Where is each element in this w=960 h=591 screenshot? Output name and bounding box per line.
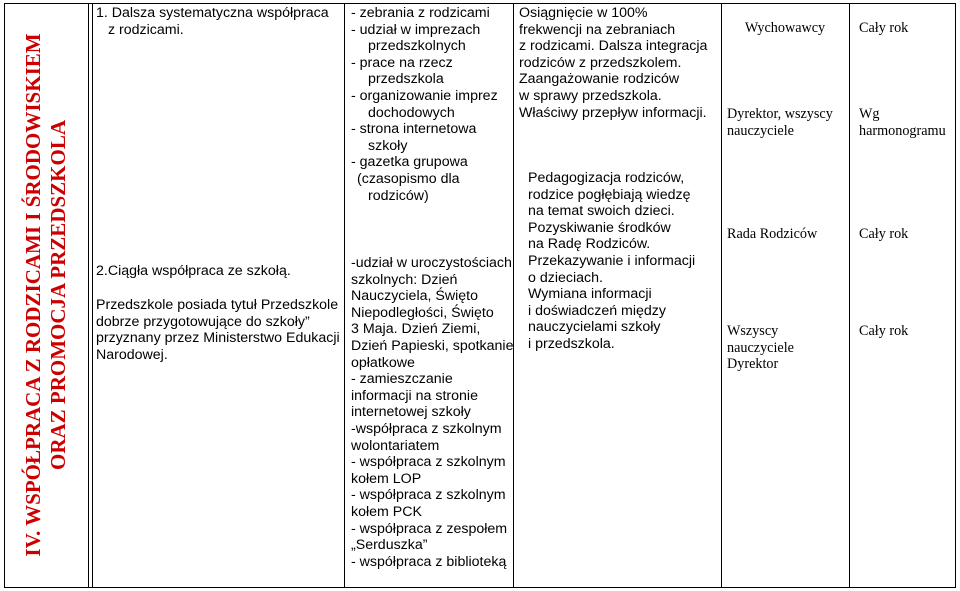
responsible-3 <box>727 226 817 243</box>
text-line: - prace na rzecz <box>351 54 453 71</box>
goals-block-2 <box>528 170 695 353</box>
text-line: Niepodległości, Święto <box>351 304 494 321</box>
text-line: rodzice pogłębiają wiedzę <box>528 186 691 203</box>
responsible-2 <box>727 106 833 139</box>
table-bottom-border <box>4 587 956 588</box>
text-line: Przekazywanie i informacji <box>528 252 696 269</box>
text-line: Nauczyciela, Święto <box>351 288 478 305</box>
text-line: Cały rok <box>859 323 909 339</box>
task-item-1 <box>96 5 329 38</box>
text-line: Przedszkole posiada tytuł Przedszkole <box>96 297 339 313</box>
text-line: (czasopismo dla <box>357 170 460 187</box>
text-line: Rada Rodziców <box>727 226 818 242</box>
text-line: Właściwy przepływ informacji. <box>519 104 707 121</box>
responsible-1 <box>727 20 843 37</box>
text-line: - zamieszczanie <box>351 371 453 388</box>
text-line: Narodowej. <box>96 346 168 363</box>
text-line: przyznany przez Ministerstwo Edukacji <box>96 330 340 347</box>
text-line: 3 Maja. Dzień Ziemi, <box>351 321 481 338</box>
section-title-line-1: IV. WSPÓŁPRACA Z RODZICAMI I ŚRODOWISKIEM <box>21 33 45 557</box>
text-line: -współpraca z szkolnym <box>351 420 502 437</box>
text-line: wolontariatem <box>351 437 440 454</box>
table-top-border <box>4 3 956 4</box>
task-item-2 <box>96 263 291 280</box>
text-line: - zebrania z rodzicami <box>351 5 490 21</box>
text-line: Wychowawcy <box>744 20 826 36</box>
forms-block-2 <box>351 255 513 570</box>
text-line: Cały rok <box>859 226 909 242</box>
task-item-2-description <box>96 297 340 363</box>
text-line: rodziców z przedszkolem. <box>519 54 682 71</box>
text-line: dobrze przygotowujące do szkoły” <box>96 313 310 330</box>
text-line: Dyrektor <box>727 356 779 373</box>
text-line: na Radę Rodziców. <box>528 236 651 253</box>
text-line: Cały rok <box>859 20 909 36</box>
text-line: - współpraca z biblioteką <box>351 553 507 570</box>
text-line: kołem LOP <box>351 470 422 487</box>
text-line: kołem PCK <box>351 503 422 520</box>
column-divider <box>92 3 93 588</box>
text-line: Pozyskiwanie środków <box>528 219 671 236</box>
table-left-border <box>4 3 5 588</box>
column-divider <box>88 3 89 588</box>
text-line: i przedszkola. <box>528 335 615 352</box>
text-line: rodziców) <box>368 187 429 204</box>
text-line: internetowej szkoły <box>351 404 471 421</box>
text-line: o dzieciach. <box>528 269 603 286</box>
text-line: - udział w imprezach <box>351 21 481 38</box>
text-line: harmonogramu <box>859 122 946 139</box>
text-line: -udział w uroczystościach <box>351 255 512 271</box>
text-line: 1. Dalsza systematyczna współpraca <box>96 5 329 21</box>
text-line: z rodzicami. <box>108 21 184 38</box>
text-line: szkolnych: Dzień <box>351 271 458 288</box>
deadline-4 <box>859 323 908 340</box>
text-line: frekwencji na zebraniach <box>519 21 676 38</box>
text-line: w sprawy przedszkola. <box>519 87 662 104</box>
text-line: na temat swoich dzieci. <box>528 203 675 220</box>
text-line: nauczyciele <box>727 339 794 356</box>
section-title <box>10 6 82 584</box>
text-line: nauczycielami szkoły <box>528 319 661 336</box>
text-line: Wg <box>859 106 880 122</box>
deadline-2 <box>859 106 946 139</box>
responsible-4 <box>727 323 794 373</box>
text-line: 2.Ciągła współpraca ze szkołą. <box>96 263 291 279</box>
text-line: informacji na stronie <box>351 387 478 404</box>
goals-block-1 <box>519 5 707 121</box>
text-line: Pedagogizacja rodziców, <box>528 170 685 186</box>
text-line: - organizowanie imprez <box>351 87 498 104</box>
text-line: opłatkowe <box>351 354 415 371</box>
column-divider <box>721 3 722 588</box>
text-line: nauczyciele <box>727 122 794 139</box>
column-divider <box>849 3 850 588</box>
table-right-border <box>955 3 956 588</box>
text-line: - współpraca z szkolnym <box>351 487 506 504</box>
deadline-1 <box>859 20 908 37</box>
text-line: Wymiana informacji <box>528 286 652 303</box>
text-line: Osiągnięcie w 100% <box>519 5 648 21</box>
column-divider <box>344 3 345 588</box>
text-line: szkoły <box>368 137 408 154</box>
text-line: - strona internetowa <box>351 121 477 138</box>
text-line: - współpraca z szkolnym <box>351 454 506 471</box>
text-line: - współpraca z zespołem <box>351 520 508 537</box>
text-line: Zaangażowanie rodziców <box>519 71 680 88</box>
text-line: „Serduszka” <box>351 537 428 554</box>
deadline-3 <box>859 226 908 243</box>
text-line: przedszkola <box>368 71 444 88</box>
text-line: Dyrektor, wszyscy <box>727 106 833 122</box>
text-line: Dzień Papieski, spotkanie <box>351 337 514 354</box>
text-line: z rodzicami. Dalsza integracja <box>519 38 708 55</box>
text-line: Wszyscy <box>727 323 779 339</box>
text-line: i doświadczeń między <box>528 302 666 319</box>
text-line: dochodowych <box>368 104 455 121</box>
text-line: przedszkolnych <box>368 38 466 55</box>
text-line: - gazetka grupowa <box>351 154 468 171</box>
section-title-line-2: ORAZ PROMOCJA PRZEDSZKOLA <box>46 119 70 471</box>
forms-block-1 <box>351 5 498 204</box>
